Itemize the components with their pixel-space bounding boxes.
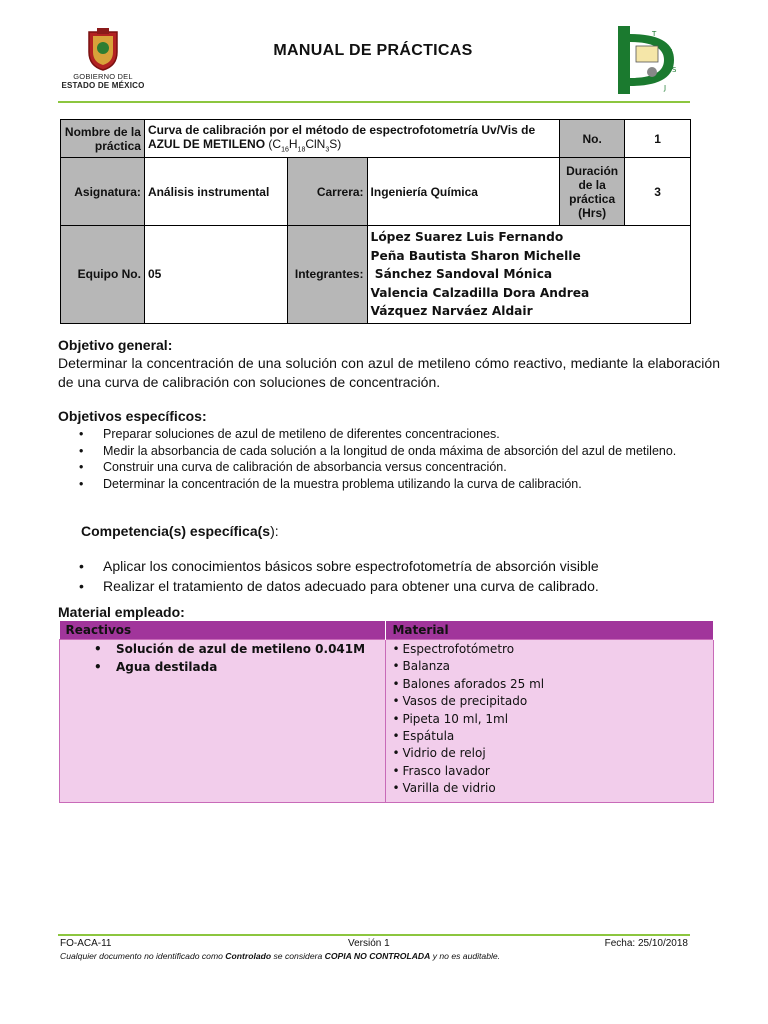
members-list — [367, 226, 690, 324]
members-label: Integrantes: — [287, 226, 367, 324]
coat-of-arms-icon — [83, 28, 123, 72]
list-item: • Solución de azul de metileno 0.041M — [64, 641, 381, 659]
table-row — [60, 640, 714, 803]
team-value: 05 — [144, 226, 287, 324]
list-item: • Agua destilada — [64, 659, 381, 677]
number-value: 1 — [625, 120, 691, 158]
document-code: FO-ACA-11 — [60, 938, 112, 949]
career-value: Ingeniería Química — [367, 158, 560, 226]
member-name: López Suarez Luis Fernando — [370, 230, 564, 244]
general-objective-heading: Objetivo general: — [58, 337, 173, 353]
footer-divider — [58, 934, 690, 936]
specific-objectives-heading: Objetivos específicos: — [58, 408, 207, 424]
list-item: • Balones aforados 25 ml — [390, 676, 709, 693]
reagents-column-header: Reactivos — [60, 621, 386, 640]
practice-name-label: Nombre de la práctica — [61, 120, 145, 158]
career-label: Carrera: — [287, 158, 367, 226]
duration-value: 3 — [625, 158, 691, 226]
table-header-row — [60, 621, 714, 640]
control-note: Cualquier documento no identificado como Controlado se considera COPIA NO CONTROLADA y no es auditable. — [60, 951, 501, 961]
table-row — [61, 158, 691, 226]
list-item: • Frasco lavador — [390, 763, 709, 780]
gov-line-1: GOBIERNO DEL — [73, 72, 133, 81]
reagents-cell — [60, 640, 386, 803]
page-title: MANUAL DE PRÁCTICAS — [273, 42, 473, 59]
duration-label: Duración de la práctica (Hrs) — [560, 158, 625, 226]
list-item: • Construir una curva de calibración de absorbancia versus concentración. — [103, 459, 753, 476]
competencies-list — [58, 557, 753, 596]
list-item: • Aplicar los conocimientos básicos sobre espectrofotometría de absorción visible — [103, 557, 753, 577]
tes-letter-t: T — [652, 30, 657, 38]
list-item: • Vidrio de reloj — [390, 745, 709, 762]
practice-info-table — [60, 119, 691, 324]
subject-label: Asignatura: — [61, 158, 145, 226]
number-label: No. — [560, 120, 625, 158]
list-item: • Preparar soluciones de azul de metileno de diferentes concentraciones. — [103, 426, 753, 443]
practice-name-bold: AZUL DE METILENO — [147, 137, 266, 152]
subject-value: Análisis instrumental — [144, 158, 287, 226]
list-item: • Pipeta 10 ml, 1ml — [390, 711, 709, 728]
list-item: • Realizar el tratamiento de datos adecuado para obtener una curva de calibrado. — [103, 577, 753, 597]
tesji-emblem-icon — [616, 24, 686, 96]
list-item: • Espátula — [390, 728, 709, 745]
member-name: Vázquez Narváez Aldair — [370, 304, 533, 319]
tes-letter-j: J — [664, 84, 667, 92]
materials-heading: Material empleado: — [58, 604, 185, 620]
tes-letter-s: S — [672, 66, 677, 74]
list-item: • Medir la absorbancia de cada solución a la longitud de onda máxima de absorción del azul de metileno. — [103, 443, 753, 460]
specific-objectives-list — [58, 426, 753, 492]
material-cell — [386, 640, 714, 803]
list-item: • Determinar la concentración de la muestra problema utilizando la curva de calibración. — [103, 476, 753, 493]
list-item: • Varilla de vidrio — [390, 780, 709, 797]
practice-name-value — [144, 120, 559, 158]
government-name — [58, 72, 148, 90]
list-item: • Espectrofotómetro — [390, 641, 709, 658]
material-column-header: Material — [386, 621, 714, 640]
practice-name-line1: Curva de calibración por el método de espectrofotometría Uv/Vis de — [147, 123, 536, 138]
team-label: Equipo No. — [61, 226, 145, 324]
member-name: Sánchez Sandoval Mónica — [370, 267, 553, 282]
tesji-logo — [616, 24, 686, 101]
general-objective-text: Determinar la concentración de una solución con azul de metileno cómo reactivo, mediante la elaboración de una curva de calibración con soluciones de concentración. — [58, 355, 720, 390]
table-row — [61, 120, 691, 158]
list-item: • Balanza — [390, 658, 709, 675]
list-item: • Vasos de precipitado — [390, 693, 709, 710]
chemical-formula: $(C_{16}H_{18}ClN_3S)$ — [268, 137, 342, 154]
member-name: Valencia Calzadilla Dora Andrea — [370, 285, 590, 300]
document-version: Versión 1 — [348, 938, 390, 949]
member-name: Peña Bautista Sharon Michelle — [370, 248, 581, 263]
materials-table — [59, 621, 714, 803]
gov-line-2: ESTADO DE MÉXICO — [61, 81, 145, 90]
header-divider — [58, 101, 690, 103]
government-logo — [58, 28, 148, 90]
page-header — [58, 22, 688, 102]
competencies-heading: Competencia(s) específica(s): — [81, 523, 279, 539]
document-date: Fecha: 25/10/2018 — [604, 938, 688, 949]
tes-letter-e: E — [668, 48, 673, 56]
table-row — [61, 226, 691, 324]
